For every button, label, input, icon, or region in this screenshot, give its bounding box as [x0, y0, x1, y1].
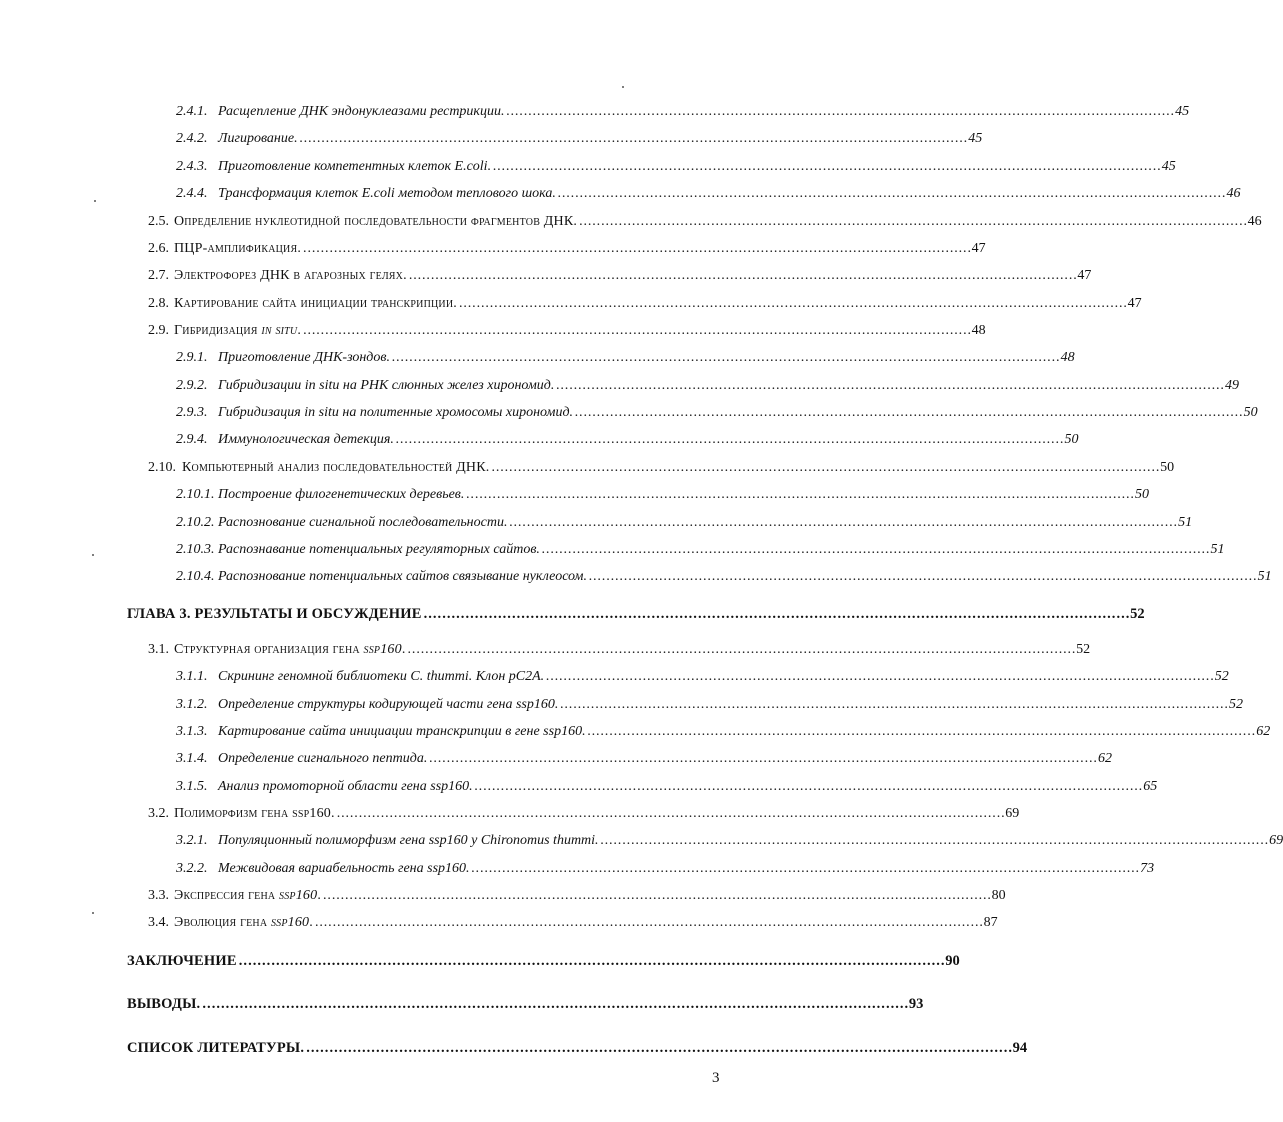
toc-number: 2.9.3.: [176, 405, 208, 420]
toc-entry-2-4-1: [176, 104, 1190, 120]
toc-title: Межвидовая вариабельность гена ssp160.: [218, 861, 470, 876]
dot-leader: [392, 350, 1059, 366]
toc-number: 3.2.: [148, 806, 169, 821]
dot-leader: [560, 697, 1227, 713]
dot-leader: [588, 724, 1255, 740]
toc-entry-3-3: [148, 888, 1006, 904]
toc-page: 48: [971, 323, 986, 338]
dot-leader: [472, 861, 1139, 877]
toc-title: ПЦР-амплификация.: [174, 241, 302, 256]
toc-title: Популяционный полиморфизм гена ssp160 у Chironomus thummi.: [218, 833, 599, 848]
toc-page: 69: [1005, 806, 1020, 821]
toc-number: 3.2.2.: [176, 861, 208, 876]
toc-title: Анализ промоторной области гена ssp160.: [218, 779, 473, 794]
toc-entry-3-1: [148, 642, 1091, 658]
dot-leader: [303, 323, 970, 339]
toc-entry-2-4-4: [176, 186, 1241, 202]
toc-entry-2-9-1: [176, 350, 1075, 366]
toc-title: Определение структуры кодирующей части гена ssp160.: [218, 697, 559, 712]
toc-page: 87: [983, 915, 998, 930]
toc-page: 47: [1077, 268, 1092, 283]
toc-number: 2.6.: [148, 241, 169, 256]
toc-number: 2.9.1.: [176, 350, 208, 365]
toc-page: 45: [968, 131, 983, 146]
toc-page: 69: [1269, 833, 1283, 848]
dot-leader: [493, 159, 1160, 175]
dot-leader: [509, 515, 1176, 531]
toc-title: ГЛАВА 3. РЕЗУЛЬТАТЫ И ОБСУЖДЕНИЕ: [127, 606, 422, 622]
toc-number: 2.8.: [148, 296, 169, 311]
toc-number: 2.4.2.: [176, 131, 208, 146]
scan-speck: [622, 86, 624, 88]
toc-entry-2-9-4: [176, 432, 1079, 448]
toc-page: 47: [1127, 296, 1142, 311]
toc-title: Распознавание потенциальных регуляторных сайтов.: [218, 542, 540, 557]
toc-page: 51: [1257, 569, 1272, 584]
toc-number: 3.1.5.: [176, 779, 208, 794]
toc-number: 2.4.4.: [176, 186, 208, 201]
toc-number: 3.3.: [148, 888, 169, 903]
toc-entry-references: [127, 1040, 1028, 1057]
toc-title: Электрофорез ДНК в агарозных гелях.: [174, 268, 407, 283]
toc-title: Распознование потенциальных сайтов связывание нуклеосом.: [218, 569, 587, 584]
toc-entry-2-9-2: [176, 378, 1239, 394]
toc-title: Картирование сайта инициации транскрипции в гене ssp160.: [218, 724, 586, 739]
toc-page: 62: [1256, 724, 1271, 739]
toc-title: Гибридизации in situ на РНК слюнных желез хирономид.: [218, 378, 555, 393]
dot-leader: [546, 669, 1213, 685]
toc-title: ВЫВОДЫ.: [127, 996, 201, 1012]
toc-page: 45: [1175, 104, 1190, 119]
toc-title: Полиморфизм гена ssp160.: [174, 806, 335, 821]
toc-number: 2.10.4.: [176, 569, 215, 584]
toc-page: 51: [1178, 515, 1193, 530]
toc-title: Трансформация клеток E.coli методом теплового шока.: [218, 186, 556, 201]
toc-number: 2.10.2.: [176, 515, 215, 530]
toc-title: Определение нуклеотидной последовательности фрагментов ДНК.: [174, 214, 578, 229]
toc-title: Построение филогенетических деревьев.: [218, 487, 465, 502]
toc-page: 49: [1224, 378, 1239, 393]
dot-leader: [558, 186, 1225, 202]
dot-leader: [466, 487, 1133, 503]
toc-entry-3-1-5: [176, 779, 1158, 795]
dot-leader: [459, 296, 1126, 312]
dot-leader: [475, 779, 1142, 795]
toc-page: 46: [1247, 214, 1262, 229]
toc-entry-2-10-3: [176, 542, 1225, 558]
toc-number: 2.10.: [148, 460, 176, 475]
toc-title: ЗАКЛЮЧЕНИЕ: [127, 953, 237, 969]
toc-page: 50: [1243, 405, 1258, 420]
toc-page: 50: [1064, 432, 1079, 447]
dot-leader: [408, 642, 1075, 658]
toc-entry-3-1-4: [176, 751, 1112, 767]
toc-title: Экспрессия гена ssp160.: [174, 888, 322, 903]
dot-leader: [337, 806, 1004, 822]
dot-leader: [506, 104, 1173, 120]
toc-entry-3-1-2: [176, 697, 1243, 713]
toc-entry-2-4-3: [176, 159, 1176, 175]
dot-leader: [239, 953, 943, 970]
page-number: 3: [712, 1070, 720, 1086]
toc-entry-2-9: [148, 323, 986, 339]
dot-leader: [429, 751, 1096, 767]
dot-leader: [396, 432, 1063, 448]
toc-title: Определение сигнального пептида.: [218, 751, 428, 766]
toc-number: 3.2.1.: [176, 833, 208, 848]
toc-title: Иммунологическая детекция.: [218, 432, 394, 447]
toc-entry-2-8: [148, 296, 1142, 312]
toc-entry-2-10-4: [176, 569, 1272, 585]
toc-page: 47: [971, 241, 986, 256]
dot-leader: [601, 833, 1268, 849]
toc-number: 3.1.4.: [176, 751, 208, 766]
toc-title: Гибридизация in situ.: [174, 323, 302, 338]
dot-leader: [323, 888, 990, 904]
toc-entry-3-2: [148, 806, 1020, 822]
toc-number: 2.9.2.: [176, 378, 208, 393]
toc-entry-3-1-1: [176, 669, 1229, 685]
dot-leader: [575, 405, 1242, 421]
toc-page: 94: [1012, 1040, 1028, 1056]
toc-entry-2-10: [148, 460, 1175, 476]
scan-speck: [92, 554, 94, 556]
toc-page: 52: [1228, 697, 1243, 712]
toc-number: 2.9.: [148, 323, 169, 338]
toc-title: Лигирование.: [218, 131, 298, 146]
toc-entry-2-9-3: [176, 405, 1258, 421]
toc-entry-3-2-2: [176, 861, 1155, 877]
toc-entry-3-1-3: [176, 724, 1271, 740]
toc-page: 73: [1140, 861, 1155, 876]
toc-number: 3.1.: [148, 642, 169, 657]
toc-entry-findings: [127, 996, 924, 1013]
dot-leader: [202, 996, 906, 1013]
toc-page: 46: [1226, 186, 1241, 201]
dot-leader: [303, 241, 970, 257]
scan-speck: [94, 200, 96, 202]
toc-title: Распознование сигнальной последовательности.: [218, 515, 508, 530]
toc-title: Скрининг геномной библиотеки C. thummi. Клон pC2A.: [218, 669, 545, 684]
dot-leader: [491, 460, 1158, 476]
toc-page: 50: [1135, 487, 1149, 502]
toc-title: Картирование сайта инициации транскрипции.: [174, 296, 457, 311]
toc-number: 2.10.1.: [176, 487, 215, 502]
toc-page: 48: [1060, 350, 1075, 365]
toc-entry-2-7: [148, 268, 1092, 284]
toc-entry-2-10-2: [176, 515, 1193, 531]
toc-number: 2.4.3.: [176, 159, 208, 174]
toc-number: 2.4.1.: [176, 104, 208, 119]
toc-entry-2-6: [148, 241, 986, 257]
dot-leader: [589, 569, 1256, 585]
toc-entry-conclusion: [127, 953, 960, 970]
toc-title: Компьютерный анализ последовательностей ДНК.: [182, 460, 490, 475]
dot-leader: [542, 542, 1209, 558]
toc-number: 3.4.: [148, 915, 169, 930]
toc-title: Приготовление ДНК-зондов.: [218, 350, 390, 365]
toc-title: Эволюция гена ssp160.: [174, 915, 313, 930]
toc-page: 52: [1076, 642, 1091, 657]
toc-number: 3.1.3.: [176, 724, 208, 739]
toc-number: 3.1.2.: [176, 697, 208, 712]
toc-number: 3.1.1.: [176, 669, 208, 684]
dot-leader: [315, 915, 982, 931]
dot-leader: [424, 606, 1128, 623]
toc-number: 2.9.4.: [176, 432, 208, 447]
toc-entry-chapter-3: [127, 606, 1145, 623]
dot-leader: [300, 131, 967, 147]
toc-page: 65: [1143, 779, 1158, 794]
toc-number: 2.10.3.: [176, 542, 215, 557]
dot-leader: [556, 378, 1223, 394]
toc-number: 2.5.: [148, 214, 169, 229]
toc-page: 51: [1210, 542, 1225, 557]
toc-page: 80: [991, 888, 1006, 903]
toc-page: 93: [908, 996, 924, 1012]
toc-page: 50: [1160, 460, 1175, 475]
toc-page: 62: [1097, 751, 1112, 766]
toc-entry-3-2-1: [176, 833, 1283, 849]
toc-title: Приготовление компетентных клеток E.coli.: [218, 159, 492, 174]
dot-leader: [306, 1040, 1010, 1057]
toc-page: 90: [945, 953, 960, 969]
toc-entry-2-5: [148, 214, 1262, 230]
toc-entry-2-10-1: [176, 487, 1149, 503]
dot-leader: [579, 214, 1246, 230]
toc-entry-3-4: [148, 915, 998, 931]
toc-number: 2.7.: [148, 268, 169, 283]
toc-page: 52: [1214, 669, 1229, 684]
toc-title: Структурная организация гена ssp160.: [174, 642, 406, 657]
scan-speck: [92, 912, 94, 914]
toc-title: Гибридизация in situ на политенные хромосомы хирономид.: [218, 405, 574, 420]
toc-entry-2-4-2: [176, 131, 983, 147]
toc-page: 52: [1130, 606, 1145, 622]
toc-title: СПИСОК ЛИТЕРАТУРЫ.: [127, 1040, 305, 1056]
toc-title: Расщепление ДНК эндонуклеазами рестрикции.: [218, 104, 505, 119]
toc-page: 45: [1161, 159, 1176, 174]
dot-leader: [409, 268, 1076, 284]
